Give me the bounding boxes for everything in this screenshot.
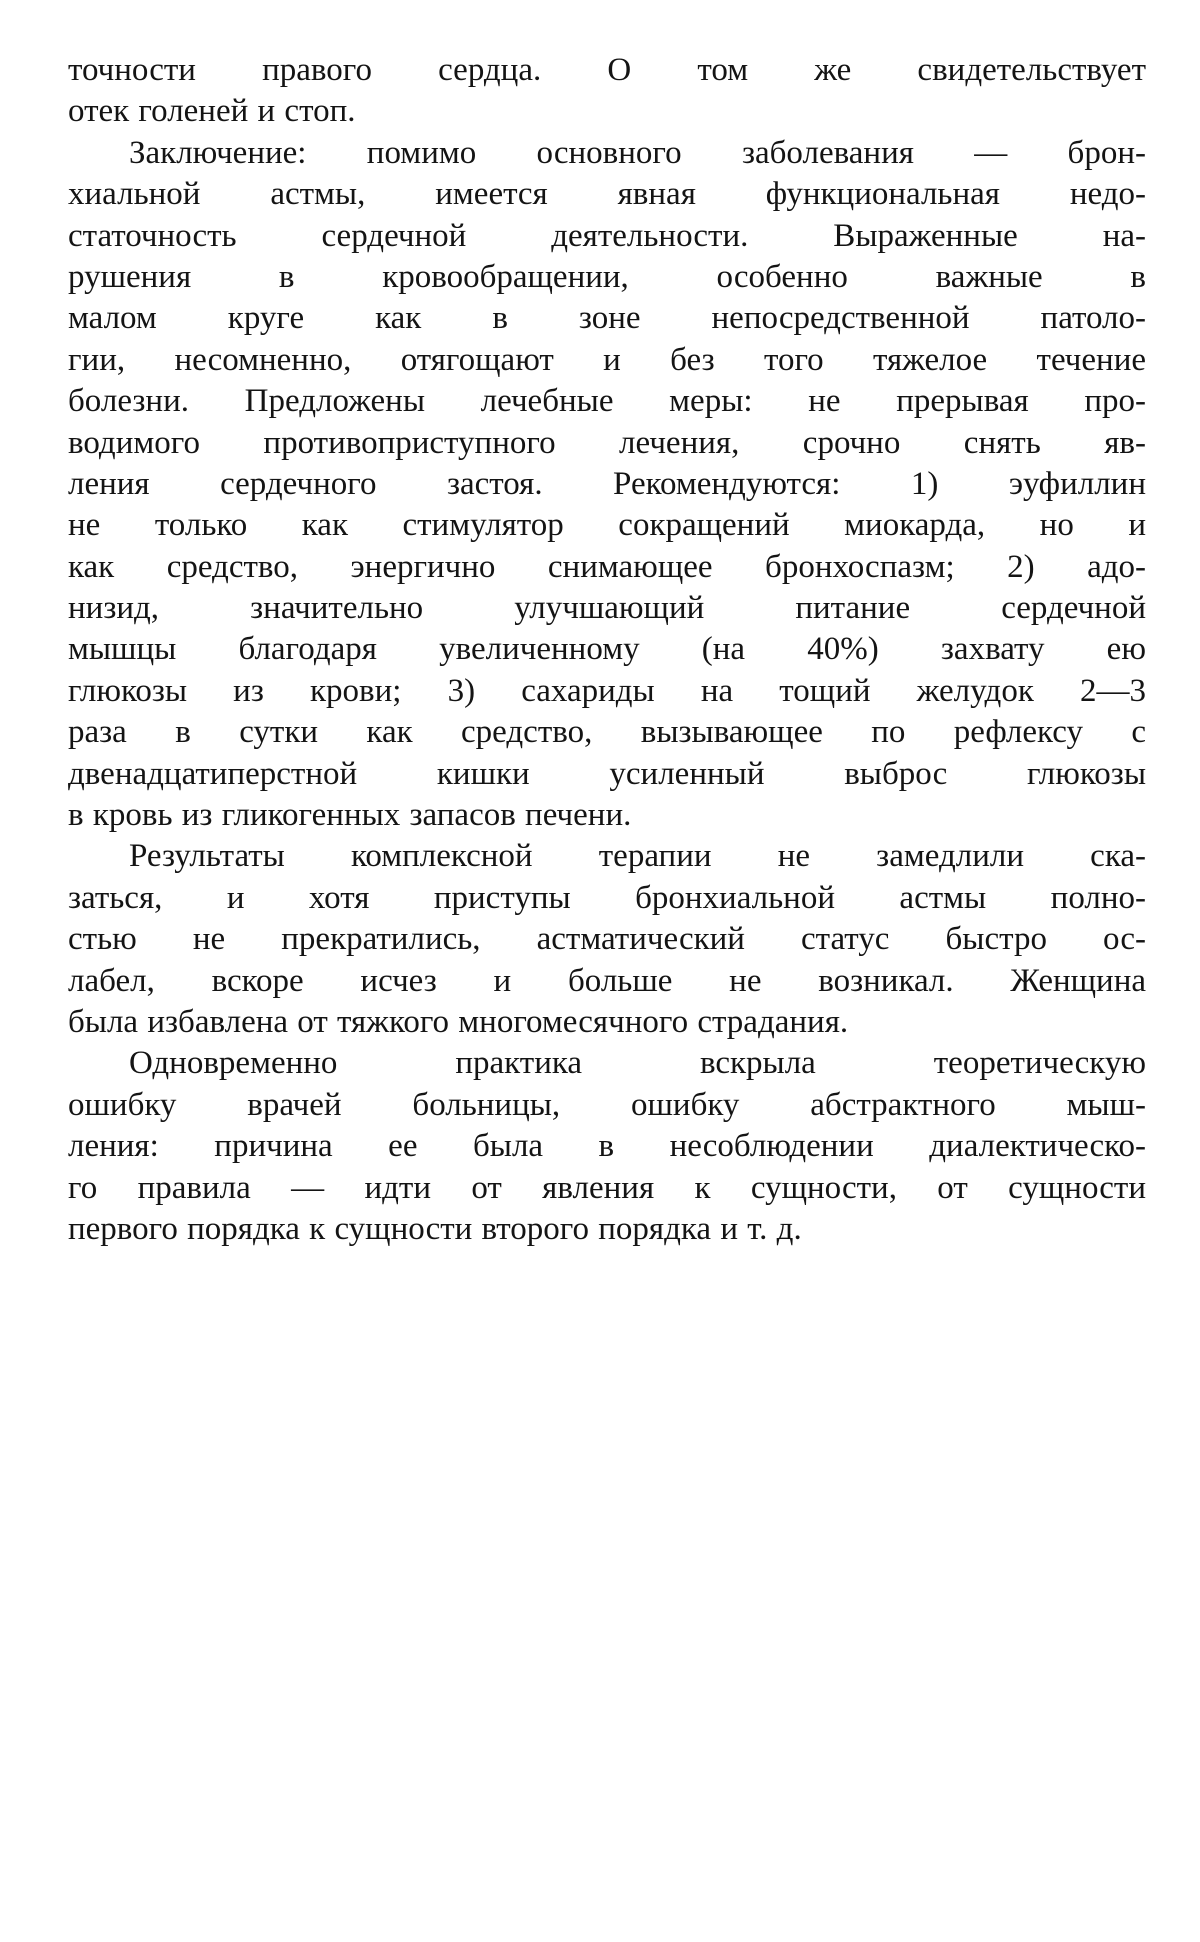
text-line: ошибку врачей больницы, ошибку абстрактного мыш- <box>68 1086 1146 1123</box>
paragraph-1 <box>68 50 1146 133</box>
text-line: первого порядка к сущности второго порядка и т. д. <box>68 1210 802 1247</box>
text-line: лабел, вскоре исчез и больше не возникал. Женщина <box>68 962 1146 999</box>
text-line: Одновременно практика вскрыла теоретическую <box>129 1045 1146 1082</box>
paragraph-3 <box>68 836 1146 1043</box>
text-line: хиальной астмы, имеется явная функциональная недо- <box>68 176 1146 213</box>
text-line: точности правого сердца. О том же свидетельствует <box>68 52 1146 88</box>
text-line: ления: причина ее была в несоблюдении диалектическо- <box>68 1128 1146 1165</box>
text-line: малом круге как в зоне непосредственной патоло- <box>68 300 1146 337</box>
text-line: рушения в кровообращении, особенно важные в <box>68 258 1146 295</box>
text-line: не только как стимулятор сокращений миокарда, но и <box>68 507 1146 544</box>
text-line: как средство, энергично снимающее бронхоспазм; 2) адо- <box>68 548 1146 585</box>
text-line: раза в сутки как средство, вызывающее по рефлексу с <box>68 714 1146 751</box>
text-line: Результаты комплексной терапии не замедлили ска- <box>129 838 1146 875</box>
text-line: заться, и хотя приступы бронхиальной астмы полно- <box>68 879 1146 916</box>
text-line: стью не прекратились, астматический статус быстро ос- <box>68 921 1146 958</box>
text-line: была избавлена от тяжкого многомесячного страдания. <box>68 1003 849 1040</box>
text-line: Заключение: помимо основного заболевания — брон- <box>129 134 1146 171</box>
text-line: статочность сердечной деятельности. Выраженные на- <box>68 217 1146 254</box>
text-line: низид, значительно улучшающий питание сердечной <box>68 590 1146 627</box>
text-line: глюкозы из крови; 3) сахариды на тощий желудок 2—3 <box>68 672 1146 709</box>
text-line: болезни. Предложены лечебные меры: не прерывая про- <box>68 383 1146 420</box>
text-line: водимого противоприступного лечения, срочно снять яв- <box>68 424 1146 461</box>
text-line: го правила — идти от явления к сущности, от сущности <box>68 1169 1146 1206</box>
text-line: в кровь из гликогенных запасов печени. <box>68 797 632 834</box>
text-line: гии, несомненно, отягощают и без того тяжелое течение <box>68 341 1146 378</box>
document-page <box>68 50 1146 1250</box>
text-line: мышцы благодаря увеличенному (на 40%) захвату ею <box>68 631 1146 668</box>
text-line: ления сердечного застоя. Рекомендуются: 1) эуфиллин <box>68 465 1146 502</box>
paragraph-2 <box>68 133 1146 837</box>
paragraph-4 <box>68 1043 1146 1250</box>
text-line: двенадцатиперстной кишки усиленный выброс глюкозы <box>68 755 1146 792</box>
text-line: отек голеней и стоп. <box>68 93 356 130</box>
